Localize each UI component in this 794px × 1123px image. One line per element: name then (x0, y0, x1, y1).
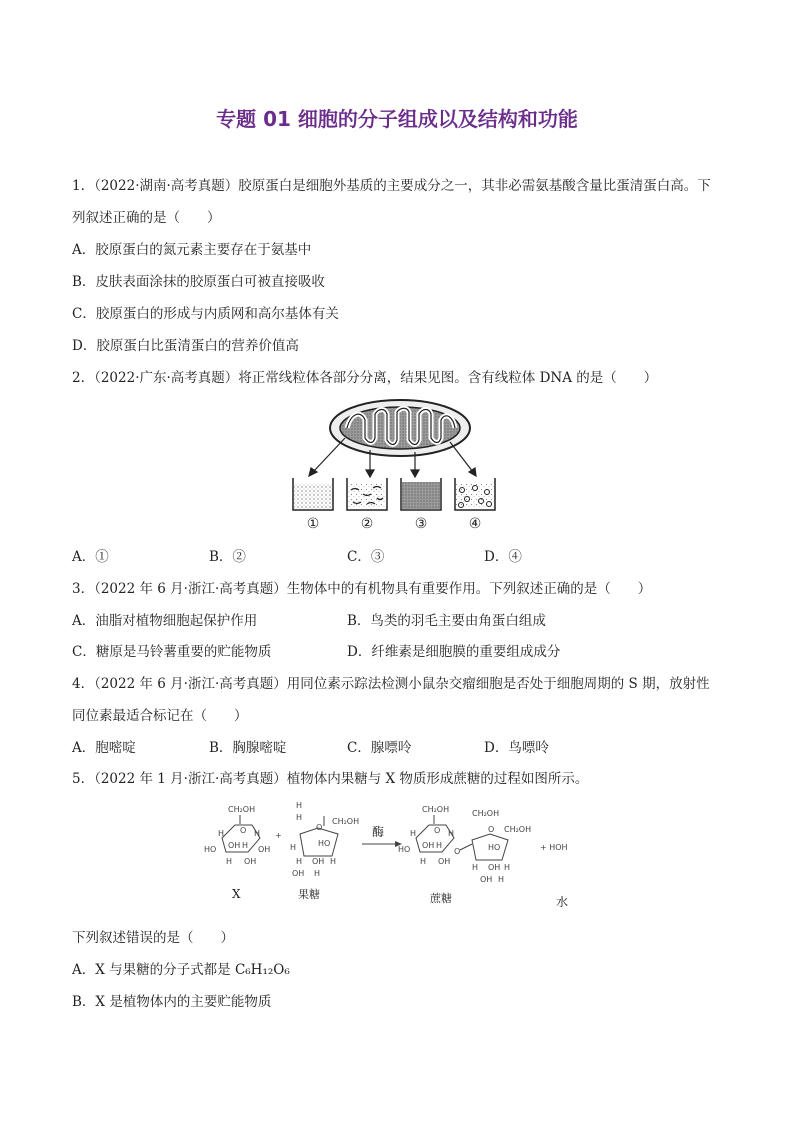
svg-text:O: O (488, 825, 495, 834)
svg-text:OH: OH (488, 863, 501, 872)
reaction-arrow (362, 841, 402, 847)
svg-text:OH: OH (480, 875, 493, 884)
svg-text:H: H (296, 857, 303, 866)
fructose-label: 果糖 (298, 888, 320, 901)
svg-text:H: H (436, 841, 443, 850)
svg-text:H: H (296, 813, 303, 822)
q1-option-b: B．皮肤表面涂抹的胶原蛋白可被直接吸收 (72, 274, 325, 290)
svg-text:H: H (226, 857, 233, 866)
sucrose-ch2oh-2: CH₂OH (472, 809, 500, 818)
svg-text:OH: OH (258, 845, 271, 854)
svg-text:H: H (218, 829, 225, 838)
page-title: 专题 01 细胞的分子组成以及结构和功能 (216, 107, 578, 131)
enzyme-label: 酶 (372, 825, 385, 839)
svg-text:HO: HO (488, 843, 501, 852)
q4-option-b: B．胸腺嘧啶 (209, 740, 287, 756)
glucose-structure (204, 805, 270, 866)
svg-text:O: O (316, 823, 323, 832)
svg-text:O: O (454, 847, 461, 856)
q2-option-a: A．① (72, 549, 109, 565)
svg-text:O: O (240, 826, 247, 835)
svg-text:H: H (242, 841, 249, 850)
svg-text:OH: OH (228, 841, 241, 850)
q5-option-b: B．X 是植物体内的主要贮能物质 (72, 994, 272, 1010)
svg-text:HO: HO (204, 845, 217, 854)
q3-option-c: C．糖原是马铃薯重要的贮能物质 (72, 644, 272, 660)
sucrose-ch2oh-3: CH₂OH (504, 825, 532, 834)
q1-stem-line2: 列叙述正确的是（ ） (72, 210, 221, 226)
q1-option-d: D．胶原蛋白比蛋清蛋白的营养价值高 (72, 338, 299, 354)
svg-text:H: H (448, 829, 455, 838)
fructose-structure (290, 801, 359, 878)
q2-option-c: C．③ (347, 549, 385, 565)
svg-text:OH: OH (438, 857, 451, 866)
q5-prompt: 下列叙述错误的是（ ） (72, 930, 234, 946)
svg-text:OH: OH (292, 869, 305, 878)
q5-stem: 5．（2022 年 1 月·浙江·高考真题）植物体内果糖与 X 物质形成蔗糖的过程如图所示。 (72, 771, 589, 787)
test-tube-2 (347, 478, 387, 510)
svg-text:H: H (254, 829, 261, 838)
x-label: X (232, 887, 241, 901)
svg-text:H: H (410, 829, 417, 838)
svg-text:H: H (420, 857, 427, 866)
svg-text:OH: OH (244, 857, 257, 866)
tube-label-3: ③ (414, 516, 428, 532)
sucrose-structure (398, 805, 531, 884)
fructose-ch2oh: CH₂OH (332, 817, 360, 826)
tube-label-1: ① (306, 516, 320, 532)
q4-stem-line2: 同位素最适合标记在（ ） (72, 708, 248, 724)
sucrose-label: 蔗糖 (430, 892, 452, 905)
svg-text:H: H (296, 801, 303, 810)
svg-text:H: H (504, 863, 511, 872)
q1-option-c: C．胶原蛋白的形成与内质网和高尔基体有关 (72, 306, 339, 322)
svg-text:H: H (498, 875, 505, 884)
sucrose-ch2oh-1: CH₂OH (422, 805, 450, 814)
svg-text:H: H (472, 863, 479, 872)
water-label: 水 (556, 895, 569, 909)
q3-option-b: B．鸟类的羽毛主要由角蛋白组成 (347, 613, 546, 629)
q4-option-c: C．腺嘌呤 (347, 740, 412, 756)
test-tube-3 (401, 478, 441, 510)
q3-stem: 3．（2022 年 6 月·浙江·高考真题）生物体中的有机物具有重要作用。下列叙述正确的是（ ） (72, 581, 652, 597)
q5-option-a: A．X 与果糖的分子式都是 C₆H₁₂O₆ (72, 962, 290, 978)
q2-option-b: B．② (209, 549, 246, 565)
water-formula: + HOH (540, 843, 568, 852)
mitochondria-figure (285, 398, 515, 538)
svg-text:HO: HO (398, 845, 411, 854)
svg-text:HO: HO (318, 839, 331, 848)
svg-text:OH: OH (422, 841, 435, 850)
q4-option-d: D．鸟嘌呤 (484, 740, 549, 756)
glucose-ch2oh: CH₂OH (228, 805, 256, 814)
tube-label-4: ④ (468, 516, 482, 532)
tube-label-2: ② (360, 516, 374, 532)
q2-option-d: D．④ (484, 549, 522, 565)
q2-stem: 2．（2022·广东·高考真题）将正常线粒体各部分分离，结果见图。含有线粒体 DNA 的是（ ） (72, 370, 658, 386)
test-tube-4 (455, 478, 495, 510)
q3-option-d: D．纤维素是细胞膜的重要组成成分 (347, 644, 561, 660)
mitochondrion (330, 400, 470, 456)
test-tube-1 (293, 478, 333, 510)
sucrose-formation-figure (200, 798, 600, 913)
svg-text:O: O (434, 826, 441, 835)
q1-stem-line1: 1．（2022·湖南·高考真题）胶原蛋白是细胞外基质的主要成分之一，其非必需氨基酸含量比蛋清蛋白高。下 (72, 178, 711, 194)
svg-text:H: H (290, 843, 297, 852)
q4-option-a: A．胞嘧啶 (72, 740, 136, 756)
q3-option-a: A．油脂对植物细胞起保护作用 (72, 613, 258, 629)
q1-option-a: A．胶原蛋白的氮元素主要存在于氨基中 (72, 242, 312, 258)
svg-text:H: H (314, 869, 321, 878)
svg-text:H: H (330, 857, 337, 866)
svg-text:OH: OH (312, 857, 325, 866)
plus-sign: + (275, 831, 282, 840)
q4-stem-line1: 4．（2022 年 6 月·浙江·高考真题）用同位素示踪法检测小鼠杂交瘤细胞是否处于细胞周期的 S 期，放射性 (72, 676, 710, 692)
